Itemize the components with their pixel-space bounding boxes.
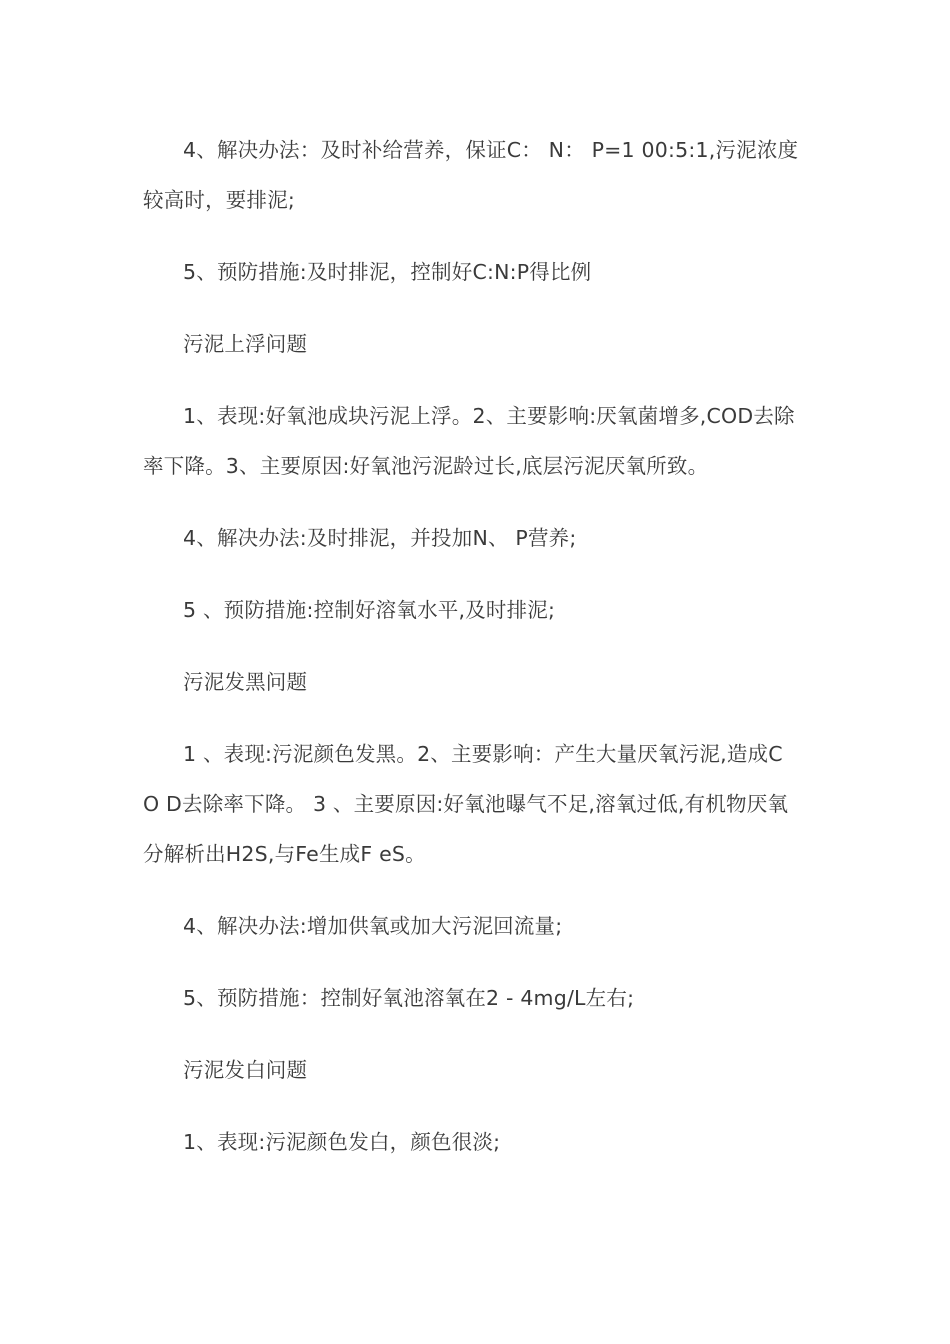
heading-sludge-whitening: 污泥发白问题 bbox=[183, 1058, 308, 1082]
paragraph-floating-symptoms: 1、表现:好氧池成块污泥上浮。2、主要影响:厌氧菌增多,COD去除率下降。3、主要原因:好氧池污泥龄过长,底层污泥厌氧所致。 bbox=[143, 404, 795, 478]
paragraph-blackening-solution: 4、解决办法:增加供氧或加大污泥回流量; bbox=[183, 914, 563, 938]
paragraph-floating-solution: 4、解决办法:及时排泥，并投加N、 P营养; bbox=[183, 526, 577, 550]
paragraph-solution-nutrients: 4、解决办法：及时补给营养，保证C： N： P=1 00:5:1,污泥浓度较高时，要排泥; bbox=[143, 138, 799, 212]
paragraph-blackening-prevention: 5、预防措施：控制好氧池溶氧在2 - 4mg/L左右; bbox=[183, 986, 635, 1010]
heading-sludge-blackening: 污泥发黑问题 bbox=[183, 670, 308, 694]
heading-sludge-floating: 污泥上浮问题 bbox=[183, 332, 308, 356]
paragraph-prevention-discharge: 5、预防措施:及时排泥，控制好C:N:P得比例 bbox=[183, 260, 592, 284]
paragraph-blackening-symptoms: 1 、表现:污泥颜色发黑。2、主要影响：产生大量厌氧污泥,造成C O D去除率下降。 3 、主要原因:好氧池曝气不足,溶氧过低,有机物厌氧分解析出H2S,与Fe生成F eS。 bbox=[143, 742, 789, 866]
paragraph-whitening-symptoms: 1、表现:污泥颜色发白，颜色很淡; bbox=[183, 1130, 501, 1154]
paragraph-floating-prevention: 5 、预防措施:控制好溶氧水平,及时排泥; bbox=[183, 598, 556, 622]
